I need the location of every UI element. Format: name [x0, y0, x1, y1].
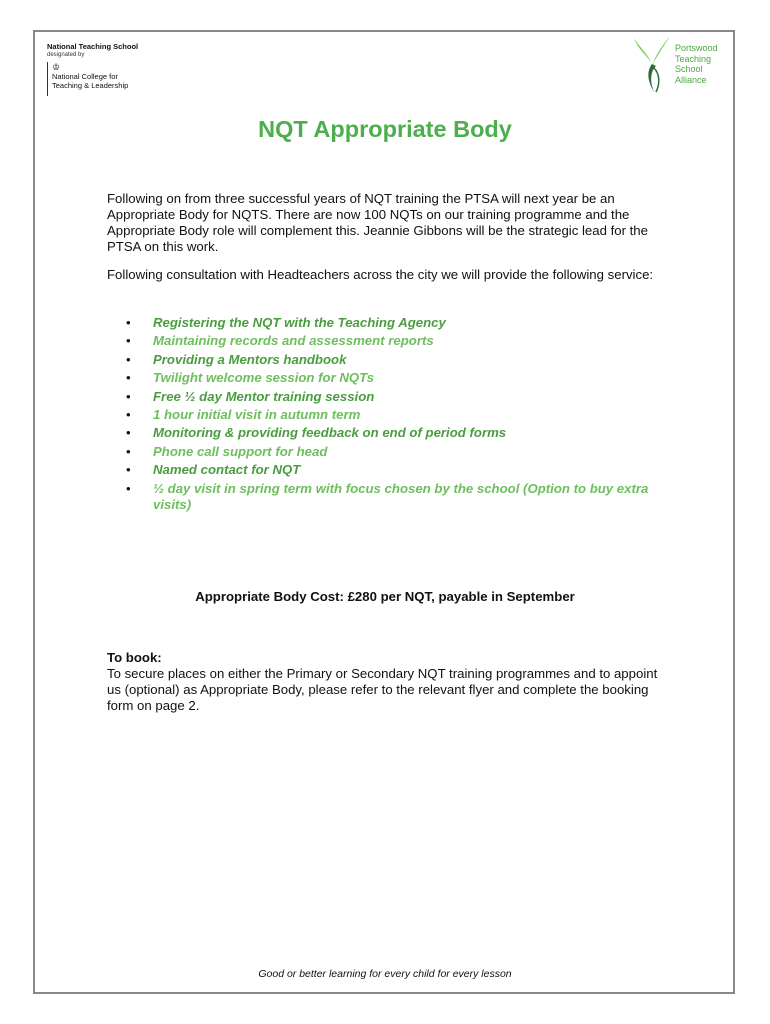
service-list — [126, 315, 686, 515]
consultation-paragraph: Following consultation with Headteachers across the city we will provide the following service: — [107, 267, 654, 282]
list-item: • Phone call support for head — [126, 444, 686, 460]
ncl-line-2: Teaching & Leadership — [52, 81, 129, 90]
ptsa-logo — [630, 34, 730, 94]
list-item: • Free ½ day Mentor training session — [126, 389, 686, 405]
list-item: • 1 hour initial visit in autumn term — [126, 407, 686, 423]
ncl-line-1: National College for — [52, 72, 118, 81]
cost-statement: Appropriate Body Cost: £280 per NQT, payable in September — [195, 589, 575, 604]
ncl-block — [47, 62, 197, 96]
list-item: • Twilight welcome session for NQTs — [126, 370, 686, 386]
page-title: NQT Appropriate Body — [258, 116, 512, 142]
ptsa-line-4: Alliance — [675, 74, 707, 85]
ptsa-line-1: Portswood — [675, 43, 718, 53]
list-item: • Registering the NQT with the Teaching Agency — [126, 315, 686, 331]
list-item: • Monitoring & providing feedback on end of period forms — [126, 425, 686, 441]
list-item: • Named contact for NQT — [126, 462, 686, 478]
crest-icon: ♔ — [52, 62, 61, 72]
ncl-divider — [47, 62, 48, 96]
list-item: • ½ day visit in spring term with focus chosen by the school (Option to buy extra visits) — [126, 481, 686, 513]
intro-paragraph: Following on from three successful years of NQT training the PTSA will next year be an Appropriate Body for NQTS. There are now 100 NQTs on our training programme and the Appropriate Body role will complement this. Jeannie Gibbons will be the strategic lead for the PTSA on this work. — [107, 191, 648, 254]
national-teaching-school-logo — [47, 42, 197, 96]
ptsa-line-3: School — [675, 64, 703, 74]
footer-slogan: Good or better learning for every child for every lesson — [258, 968, 512, 980]
booking-text: To secure places on either the Primary or Secondary NQT training programmes and to appoint us (optional) as Appropriate Body, please refer to the relevant flyer and complete the booking form on page 2. — [107, 666, 658, 713]
ptsa-line-2: Teaching — [675, 53, 712, 64]
nts-title: National Teaching School — [47, 42, 139, 51]
ptsa-name — [675, 43, 735, 85]
booking-heading: To book: — [107, 650, 162, 665]
list-item: • Providing a Mentors handbook — [126, 352, 686, 368]
list-item: • Maintaining records and assessment reports — [126, 333, 686, 349]
leaf-figure-icon — [630, 34, 674, 94]
nts-designated-by: designated by — [47, 52, 85, 58]
